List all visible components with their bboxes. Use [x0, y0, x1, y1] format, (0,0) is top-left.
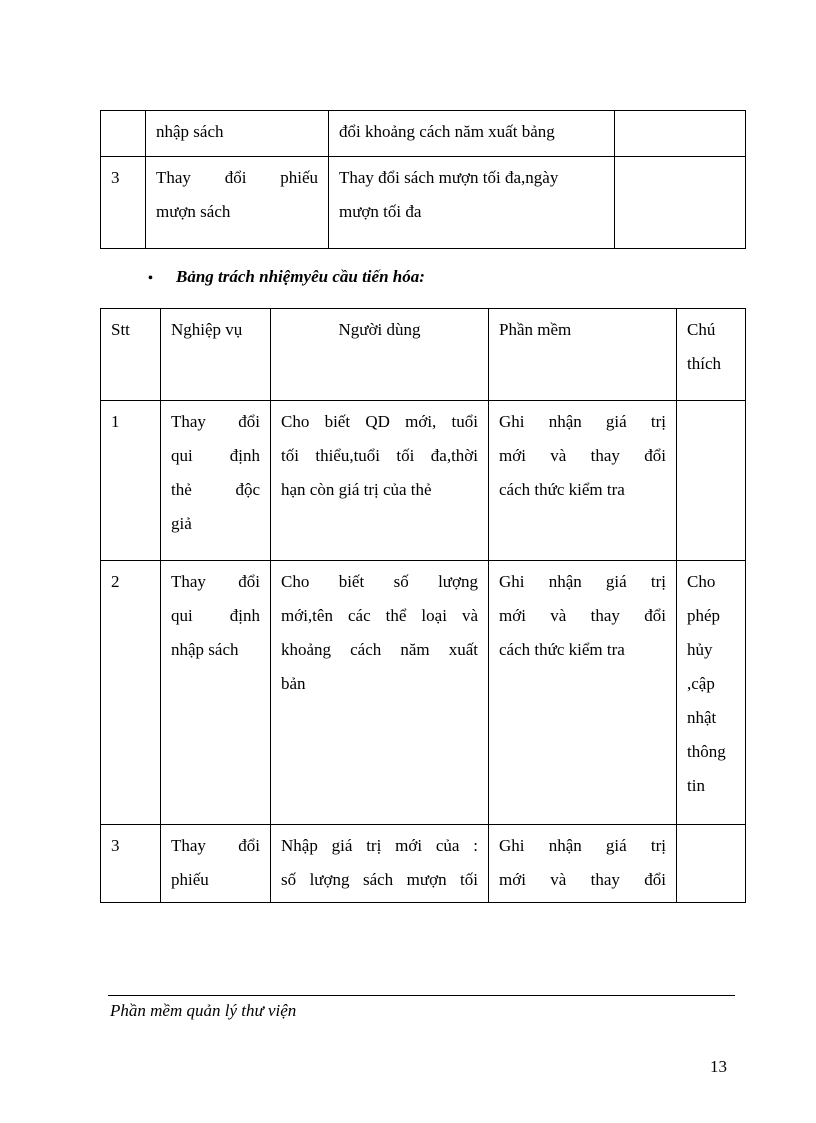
- cell-line: đổi khoảng cách năm xuất bảng: [339, 122, 555, 141]
- cell-line: Ghi nhận giá trị: [499, 836, 666, 855]
- note-cell: [615, 157, 746, 249]
- cell-line: cách thức kiểm tra: [499, 640, 625, 659]
- stt-cell: 3: [101, 157, 146, 249]
- nghiep-vu-cell: [161, 561, 271, 825]
- cell-line: Nhập giá trị mới của :: [281, 836, 478, 855]
- cell-line: Thay đổi: [171, 572, 260, 591]
- cell-line: phiếu: [171, 870, 209, 889]
- continued-table: [100, 110, 746, 249]
- phan-mem-cell: [489, 825, 677, 903]
- cell-line: qui định: [171, 606, 260, 625]
- stt-cell: 3: [101, 825, 161, 903]
- cell-line: mới và thay đổi: [499, 606, 666, 625]
- cell-line: Chú: [687, 320, 716, 339]
- header-nguoi-dung: Người dùng: [271, 309, 489, 401]
- cell-line: hạn còn giá trị của thẻ: [281, 480, 432, 499]
- cell-line: qui định: [171, 446, 260, 465]
- function-cell: [146, 157, 329, 249]
- header-stt: Stt: [101, 309, 161, 401]
- stt-cell: [101, 111, 146, 157]
- cell-line: nhật: [687, 708, 717, 727]
- description-cell: [329, 111, 615, 157]
- phan-mem-cell: [489, 401, 677, 561]
- stt-cell: 1: [101, 401, 161, 561]
- cell-line: Ghi nhận giá trị: [499, 412, 666, 431]
- cell-line: Thay đổi: [171, 412, 260, 431]
- function-cell: [146, 111, 329, 157]
- table-row: [101, 561, 746, 825]
- header-chu-thich: [677, 309, 746, 401]
- nguoi-dung-cell: [271, 401, 489, 561]
- cell-line: nhập sách: [171, 640, 239, 659]
- nguoi-dung-cell: [271, 825, 489, 903]
- cell-line: giả: [171, 514, 192, 533]
- cell-line: thông: [687, 742, 726, 761]
- cell-line: hủy: [687, 640, 713, 659]
- table-header-row: [101, 309, 746, 401]
- page-number: 13: [710, 1057, 727, 1076]
- table-row: [101, 157, 746, 249]
- cell-line: số lượng sách mượn tối: [281, 870, 478, 889]
- cell-line: Cho biết QD mới, tuổi: [281, 412, 478, 431]
- chu-thich-cell: [677, 401, 746, 561]
- cell-line: Cho: [687, 572, 716, 591]
- cell-line: Thay đổi phiếu: [156, 168, 318, 187]
- cell-line: thẻ độc: [171, 480, 260, 499]
- section-heading: [148, 262, 425, 294]
- header-nghiep-vu: Nghiệp vụ: [161, 309, 271, 401]
- table-row: [101, 825, 746, 903]
- cell-line: mới và thay đổi: [499, 870, 666, 889]
- footer-title: Phần mềm quản lý thư viện: [110, 1001, 297, 1020]
- cell-line: mới và thay đổi: [499, 446, 666, 465]
- cell-line: mượn tối đa: [339, 202, 422, 221]
- cell-line: Ghi nhận giá trị: [499, 572, 666, 591]
- header-phan-mem: Phần mềm: [489, 309, 677, 401]
- section-heading-text: Bảng trách nhiệmyêu cầu tiến hóa:: [176, 267, 425, 286]
- cell-line: Thay đổi: [171, 836, 260, 855]
- cell-line: khoảng cách năm xuất: [281, 640, 478, 659]
- stt-cell: 2: [101, 561, 161, 825]
- cell-line: tin: [687, 776, 705, 795]
- footer-divider: [108, 995, 735, 996]
- bullet-icon: •: [148, 271, 153, 286]
- table-row: [101, 401, 746, 561]
- cell-line: phép: [687, 606, 721, 625]
- nghiep-vu-cell: [161, 401, 271, 561]
- phan-mem-cell: [489, 561, 677, 825]
- note-cell: [615, 111, 746, 157]
- chu-thich-cell: [677, 825, 746, 903]
- cell-line: ,cập: [687, 674, 715, 693]
- cell-line: mượn sách: [156, 202, 231, 221]
- cell-line: bản: [281, 674, 306, 693]
- table-row: [101, 111, 746, 157]
- chu-thich-cell: [677, 561, 746, 825]
- cell-line: cách thức kiểm tra: [499, 480, 625, 499]
- cell-line: thích: [687, 354, 721, 373]
- nguoi-dung-cell: [271, 561, 489, 825]
- cell-line: nhập sách: [156, 122, 224, 141]
- cell-line: mới,tên các thể loại và: [281, 606, 478, 625]
- cell-line: tối thiểu,tuổi tối đa,thời: [281, 446, 478, 465]
- description-cell: [329, 157, 615, 249]
- cell-line: Thay đổi sách mượn tối đa,ngày: [339, 168, 559, 187]
- responsibility-table: [100, 308, 746, 903]
- nghiep-vu-cell: [161, 825, 271, 903]
- cell-line: Cho biết số lượng: [281, 572, 478, 591]
